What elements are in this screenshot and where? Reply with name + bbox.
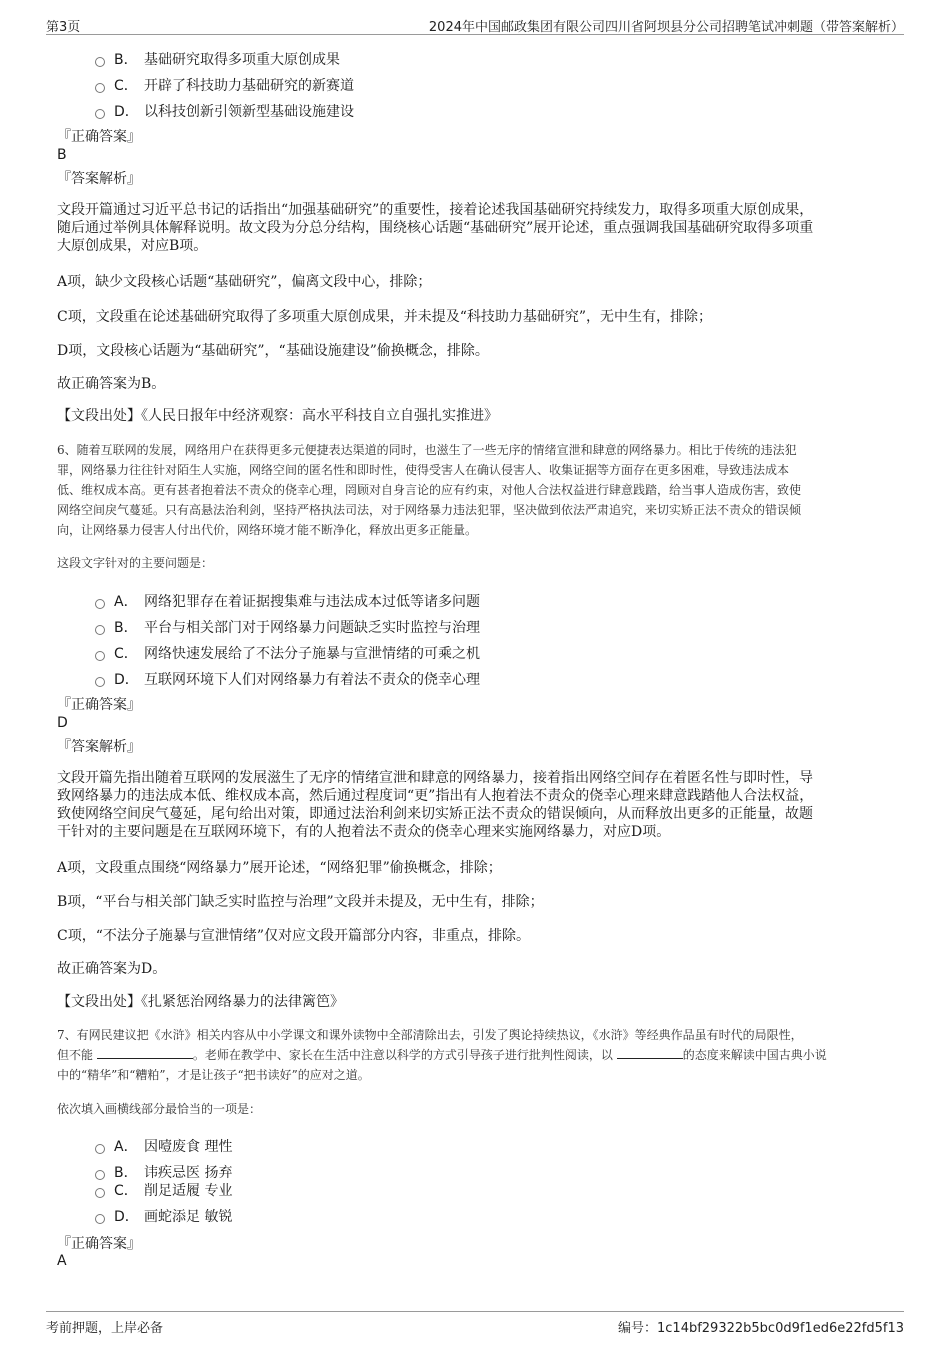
q7-option-a[interactable]: A． 因噎废食 理性	[95, 1136, 232, 1156]
q6-correct-answer: D	[57, 715, 68, 731]
page-footer	[46, 1311, 904, 1338]
q6-point-a: A项，文段重点围绕“网络暴力”展开论述，“网络犯罪”偷换概念，排除；	[57, 860, 502, 876]
radio-icon[interactable]	[95, 109, 105, 119]
radio-icon[interactable]	[95, 83, 105, 93]
q6-option-d[interactable]: D． 互联网环境下人们对网络暴力有着法不责众的侥幸心理	[95, 669, 480, 689]
q6-correct-label: 『正确答案』	[57, 697, 141, 713]
fill-blank-1[interactable]	[97, 1046, 193, 1059]
q6-option-c[interactable]: C． 网络快速发展给了不法分子施暴与宣泄情绪的可乘之机	[95, 643, 480, 663]
radio-icon[interactable]	[95, 1144, 105, 1154]
q6-stem: 6、随着互联网的发展，网络用户在获得更多元便捷表达渠道的同时，也滋生了一些无序的情绪宣泄和肆意的网络暴力。相比于传统的违法犯 罪，网络暴力往往针对陌生人实施，网络空间的匿名性和即时性，使得受害人在确认侵害人、收集证据等方面存在更多困难，导致违法成本 低、维权成本高。更有甚者抱着法不责众的侥幸心理，罔顾对自身言论的应有约束，对他人合法权益进行肆意践踏，给当事人造成伤害，致使 网络空间戾气蔓延。只有高悬法治利剑，坚持严格执法司法，对于网络暴力违法犯罪，坚决做到依法严肃追究，来切实矫正法不责众的错误倾 向，让网络暴力侵害人付出代价，网络环境才能不断净化，释放出更多正能量。	[57, 443, 802, 537]
q5-analysis-label: 『答案解析』	[57, 171, 141, 187]
radio-icon[interactable]	[95, 599, 105, 609]
radio-icon[interactable]	[95, 625, 105, 635]
radio-icon[interactable]	[95, 57, 105, 67]
q5-analysis: 文段开篇通过习近平总书记的话指出“加强基础研究”的重要性，接着论述我国基础研究持续发力，取得多项重大原创成果， 随后通过举例具体解释说明。故文段为分总分结构，围绕核心话题“基础研究”展开论述，重点强调我国基础研究取得多项重 大原创成果，对应B项。	[57, 202, 814, 254]
q6-question: 这段文字针对的主要问题是：	[57, 556, 214, 570]
q6-source: 【文段出处】《扎紧惩治网络暴力的法律篱笆》	[57, 994, 344, 1010]
q7-question: 依次填入画横线部分最恰当的一项是：	[57, 1102, 262, 1116]
q7-option-d[interactable]: D． 画蛇添足 敏锐	[95, 1206, 232, 1226]
q5-correct-answer: B	[57, 147, 67, 163]
q5-conclusion: 故正确答案为B。	[57, 376, 166, 392]
q7-stem: 7、有网民建议把《水浒》相关内容从中小学课文和课外读物中全部清除出去，引发了舆论持续热议，《水浒》等经典作品虽有时代的局限性， 但不能 。老师在教学中、家长在生活中注意以科学的方式引导孩子进行批判性阅读，以 的态度来解读中国古典小说 中的“精华”和“糟粕”，才是让孩子“把书读好”的应对之道。	[57, 1028, 827, 1082]
q5-option-c[interactable]: C． 开辟了科技助力基础研究的新赛道	[95, 75, 354, 95]
q7-correct-answer: A	[57, 1253, 67, 1269]
q5-point-d: D项，文段核心话题为“基础研究”，“基础设施建设”偷换概念，排除。	[57, 343, 489, 359]
q7-option-c[interactable]: C． 削足适履 专业	[95, 1180, 232, 1200]
document-title: 2024年中国邮政集团有限公司四川省阿坝县分公司招聘笔试冲刺题（带答案解析）	[428, 20, 904, 35]
radio-icon[interactable]	[95, 677, 105, 687]
q7-option-b[interactable]: B． 讳疾忌医 扬弃	[95, 1162, 232, 1182]
q5-point-a: A项，缺少文段核心话题“基础研究”，偏离文段中心，排除；	[57, 274, 432, 290]
q6-point-b: B项，“平台与相关部门缺乏实时监控与治理”文段并未提及，无中生有，排除；	[57, 894, 544, 910]
q6-analysis-label: 『答案解析』	[57, 739, 141, 755]
footer-slogan: 考前押题，上岸必备	[46, 1321, 164, 1336]
q6-point-c: C项，“不法分子施暴与宣泄情绪”仅对应文段开篇部分内容，非重点，排除。	[57, 928, 531, 944]
page-number: 第3页	[46, 20, 81, 35]
q5-option-d[interactable]: D． 以科技创新引领新型基础设施建设	[95, 101, 354, 121]
radio-icon[interactable]	[95, 651, 105, 661]
q6-option-b[interactable]: B． 平台与相关部门对于网络暴力问题缺乏实时监控与治理	[95, 617, 480, 637]
document-id: 编号：1c14bf29322b5bc0d9f1ed6e22fd5f13	[618, 1321, 904, 1336]
q5-source: 【文段出处】《人民日报年中经济观察：高水平科技自立自强扎实推进》	[57, 408, 498, 424]
radio-icon[interactable]	[95, 1170, 105, 1180]
radio-icon[interactable]	[95, 1214, 105, 1224]
fill-blank-2[interactable]	[617, 1046, 683, 1059]
page-header	[46, 14, 904, 35]
q6-analysis: 文段开篇先指出随着互联网的发展滋生了无序的情绪宣泄和肆意的网络暴力，接着指出网络空间存在着匿名性与即时性，导 致网络暴力的违法成本低、维权成本高，然后通过程度词“更”指出有人抱着法不责众的侥幸心理来肆意践踏他人合法权益， 致使网络空间戾气蔓延，尾句给出对策，即通过法治利剑来切实矫正法不责众的错误倾向，从而释放出更多的正能量，故题 干针对的主要问题是在互联网环境下，有的人抱着法不责众的侥幸心理来实施网络暴力，对应D项。	[57, 770, 814, 840]
q6-conclusion: 故正确答案为D。	[57, 961, 167, 977]
q5-point-c: C项，文段重在论述基础研究取得了多项重大原创成果，并未提及“科技助力基础研究”，无中生有，排除；	[57, 309, 713, 325]
q6-option-a[interactable]: A． 网络犯罪存在着证据搜集难与违法成本过低等诸多问题	[95, 591, 480, 611]
q5-correct-label: 『正确答案』	[57, 129, 141, 145]
q5-option-b[interactable]: B． 基础研究取得多项重大原创成果	[95, 49, 340, 69]
q7-correct-label: 『正确答案』	[57, 1236, 141, 1252]
radio-icon[interactable]	[95, 1188, 105, 1198]
